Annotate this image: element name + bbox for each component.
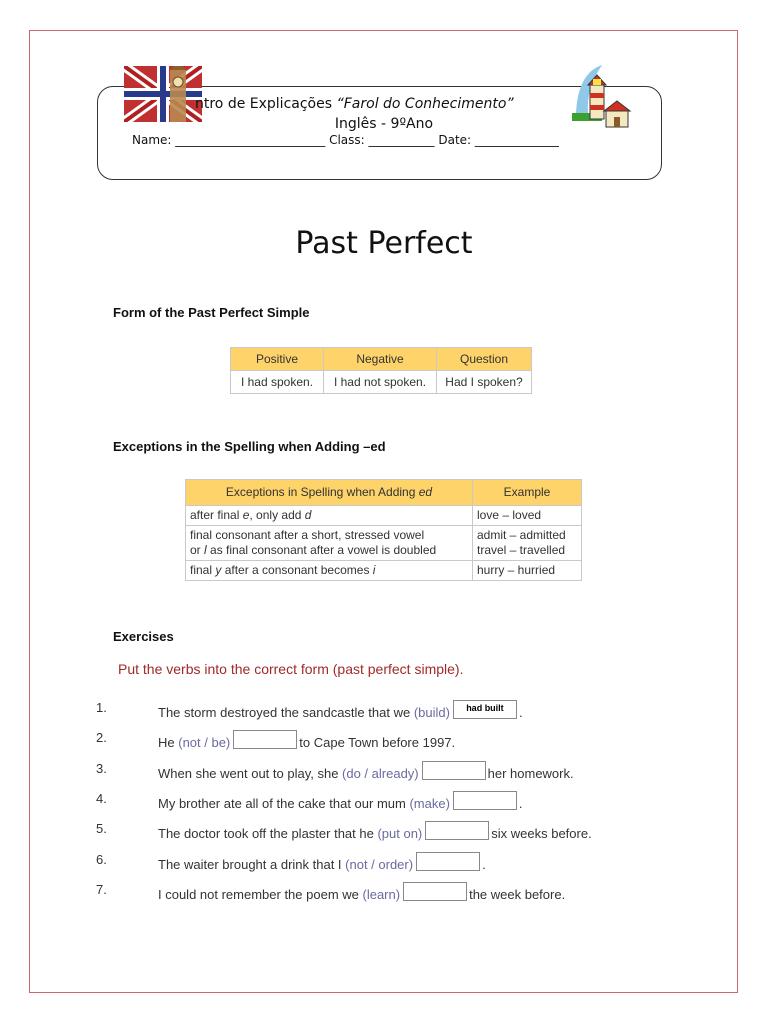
big-ben-flag-image <box>124 66 202 122</box>
section-heading-exercises: Exercises <box>113 629 174 644</box>
center-prefix: ntro de Explicações <box>195 96 337 112</box>
exception-example: hurry – hurried <box>473 561 582 581</box>
exercise-sentence <box>158 852 486 872</box>
exercise-text-after: six weeks before. <box>491 826 592 842</box>
answer-box[interactable]: had built <box>453 700 517 719</box>
exercise-sentence <box>158 882 565 902</box>
exceptions-header-rule: Exceptions in Spelling when Adding ed <box>186 480 473 506</box>
form-cell-negative: I had not spoken. <box>324 371 437 394</box>
exception-example: admit – admitted travel – travelled <box>473 526 582 561</box>
answer-box[interactable] <box>422 761 486 780</box>
page-title: Past Perfect <box>295 226 473 261</box>
exercise-text-before: When she went out to play, she <box>158 765 343 781</box>
exercise-number: 7. <box>96 881 107 897</box>
answer-box[interactable] <box>416 852 480 871</box>
exercise-instruction: Put the verbs into the correct form (past perfect simple). <box>118 661 464 677</box>
exercise-text-before: My brother ate all of the cake that our mum <box>158 795 410 811</box>
verb-hint: (make) <box>409 795 450 811</box>
section-heading-exceptions: Exceptions in the Spelling when Adding –ed <box>113 439 386 454</box>
exception-rule: final consonant after a short, stressed vowel or l as final consonant after a vowel is doubled <box>186 526 473 561</box>
verb-hint: (not / order) <box>345 856 414 872</box>
exception-example: love – loved <box>473 506 582 526</box>
center-name-line <box>195 96 514 112</box>
answer-box[interactable] <box>425 821 489 840</box>
exception-rule: after final e, only add d <box>186 506 473 526</box>
exception-rule: final y after a consonant becomes i <box>186 561 473 581</box>
student-info-line <box>132 133 559 147</box>
answer-box[interactable] <box>453 791 517 810</box>
date-field[interactable]: Date: ______________ <box>438 133 559 147</box>
exercise-text-after: . <box>518 705 523 720</box>
exercise-sentence <box>158 700 523 720</box>
exercise-text-before: The waiter brought a drink that I <box>158 856 346 872</box>
exercise-number: 4. <box>96 790 107 806</box>
exercise-sentence <box>158 730 455 750</box>
form-header-question: Question <box>437 348 532 371</box>
exercise-text-before: The storm destroyed the sandcastle that we <box>158 705 414 720</box>
exercise-sentence <box>158 821 592 841</box>
exercise-number: 1. <box>96 700 107 715</box>
exercise-number: 5. <box>96 821 107 837</box>
answer-box[interactable] <box>233 730 297 749</box>
form-cell-question: Had I spoken? <box>437 371 532 394</box>
exercise-sentence <box>158 791 523 811</box>
exercise-number: 3. <box>96 760 107 776</box>
exercise-number: 2. <box>96 730 107 746</box>
verb-hint: (learn) <box>362 886 401 902</box>
exercise-text-before: I could not remember the poem we <box>158 886 363 902</box>
form-header-negative: Negative <box>324 348 437 371</box>
center-name: “Farol do Conhecimento” <box>336 96 514 112</box>
form-header-positive: Positive <box>231 348 324 371</box>
exercise-sentence <box>158 761 574 781</box>
exercise-number: 6. <box>96 851 107 867</box>
subject-line: Inglês - 9ºAno <box>334 116 434 132</box>
name-field[interactable]: Name: _________________________ <box>132 133 326 147</box>
exercise-text-after: her homework. <box>487 765 574 781</box>
verb-hint: (build) <box>413 705 450 720</box>
exercise-text-before: The doctor took off the plaster that he <box>158 826 378 842</box>
exceptions-table <box>185 479 582 581</box>
exercise-text-before: He <box>158 735 179 751</box>
exercise-text-after: . <box>518 795 523 811</box>
exceptions-header-example: Example <box>473 480 582 506</box>
verb-hint: (put on) <box>377 826 423 842</box>
verb-hint: (do / already) <box>342 765 419 781</box>
exercise-text-after: . <box>482 856 486 872</box>
form-table <box>230 347 532 394</box>
answer-box[interactable] <box>403 882 467 901</box>
section-heading-form: Form of the Past Perfect Simple <box>113 305 310 320</box>
class-field[interactable]: Class: ___________ <box>329 133 435 147</box>
exercise-text-after: to Cape Town before 1997. <box>299 735 456 751</box>
verb-hint: (not / be) <box>178 735 231 751</box>
form-cell-positive: I had spoken. <box>231 371 324 394</box>
exercise-text-after: the week before. <box>469 886 566 902</box>
